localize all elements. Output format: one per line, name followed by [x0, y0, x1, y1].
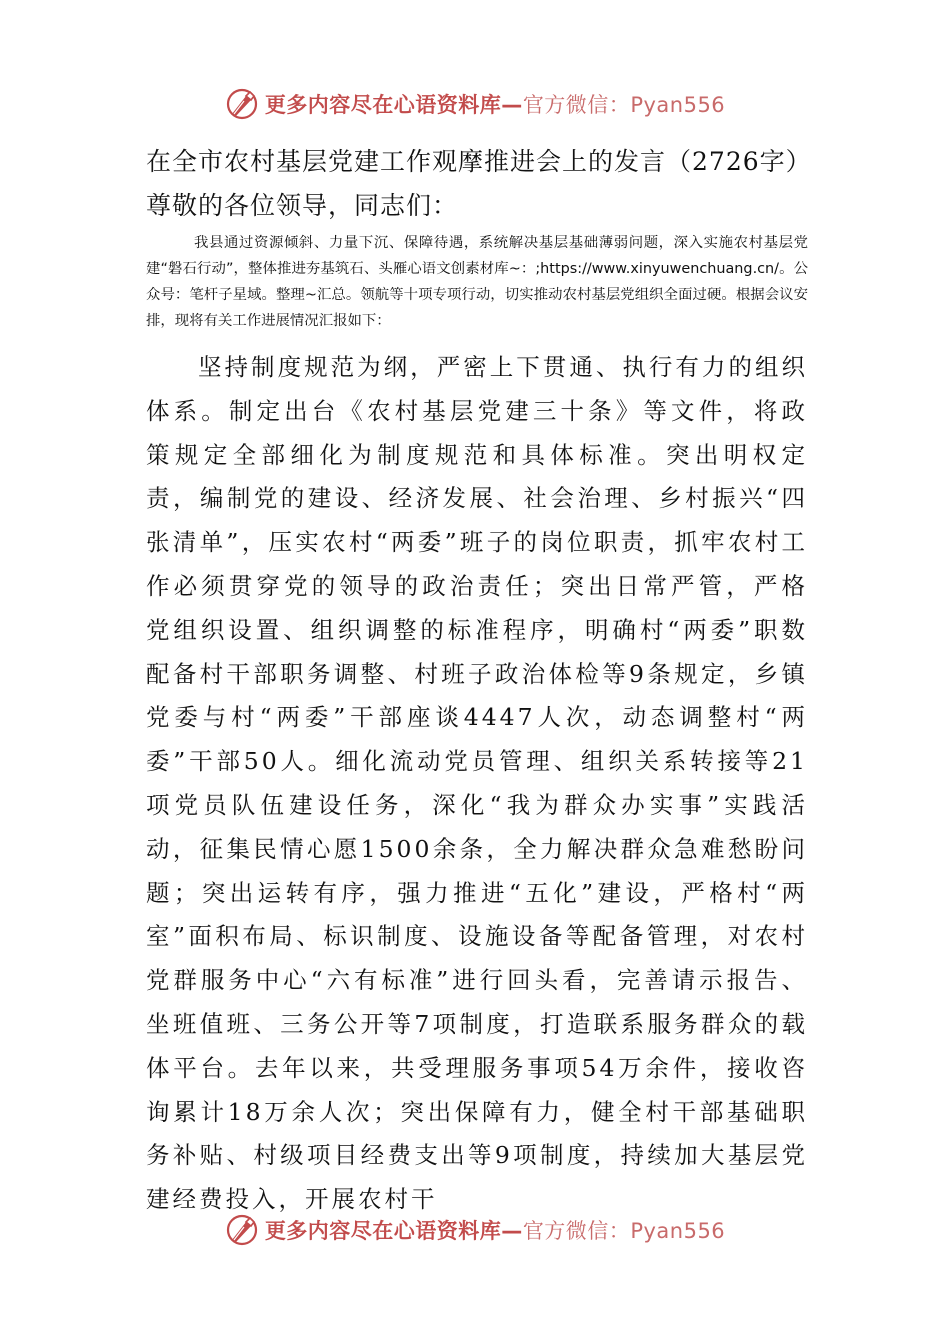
banner-text — [265, 1215, 725, 1245]
banner-main-text: 更多内容尽在心语资料库— — [264, 93, 523, 117]
banner-main-text: 更多内容尽在心语资料库— — [264, 1219, 523, 1243]
document-title: 在全市农村基层党建工作观摩推进会上的发言（2726字） — [146, 147, 812, 176]
banner-contact-id: Pyan556 — [630, 1219, 726, 1243]
pen-nib-logo-icon — [225, 1213, 259, 1247]
banner-contact-label: 官方微信： — [522, 1219, 631, 1243]
banner-text — [265, 89, 725, 119]
footer-banner — [0, 1210, 950, 1250]
salutation: 尊敬的各位领导，同志们： — [146, 191, 459, 220]
intro-paragraph: 我县通过资源倾斜、力量下沉、保障待遇，系统解决基层基础薄弱问题，深入实施农村基层党建“磐石行动”，整体推进夯基筑石、头雁心语文创素材库~：;https://www.xinyuwenchuang.cn/。公众号：笔杆子星域。整理~汇总。领航等十项专项行动，切实推动农村基层党组织全面过硬。根据会议安排，现将有关工作进展情况汇报如下： — [146, 235, 808, 329]
banner-contact-label: 官方微信： — [522, 93, 631, 117]
pen-nib-logo-icon — [225, 87, 259, 121]
body-paragraph: 坚持制度规范为纲，严密上下贯通、执行有力的组织体系。制定出台《农村基层党建三十条》等文件，将政策规定全部细化为制度规范和具体标准。突出明权定责，编制党的建设、经济发展、社会治理、乡村振兴“四张清单”，压实农村“两委”班子的岗位职责，抓牢农村工作必须贯穿党的领导的政治责任；突出日常严管，严格党组织设置、组织调整的标准程序，明确村“两委”职数配备村干部职务调整、村班子政治体检等9条规定，乡镇党委与村“两委”干部座谈4447人次，动态调整村“两委”干部50人。细化流动党员管理、组织关系转接等21项党员队伍建设任务，深化“我为群众办实事”实践活动，征集民情心愿1500余条，全力解决群众急难愁盼问题；突出运转有序，强力推进“五化”建设，严格村“两室”面积布局、标识制度、设施设备等配备管理，对农村党群服务中心“六有标准”进行回头看，完善请示报告、坐班值班、三务公开等7项制度，打造联系服务群众的载体平台。去年以来，共受理服务事项54万余件，接收咨询累计18万余人次；突出保障有力，健全村干部基础职务补贴、村级项目经费支出等9项制度，持续加大基层党建经费投入，开展农村干 — [146, 353, 808, 1214]
banner-contact-id: Pyan556 — [630, 93, 726, 117]
header-banner — [0, 84, 950, 124]
